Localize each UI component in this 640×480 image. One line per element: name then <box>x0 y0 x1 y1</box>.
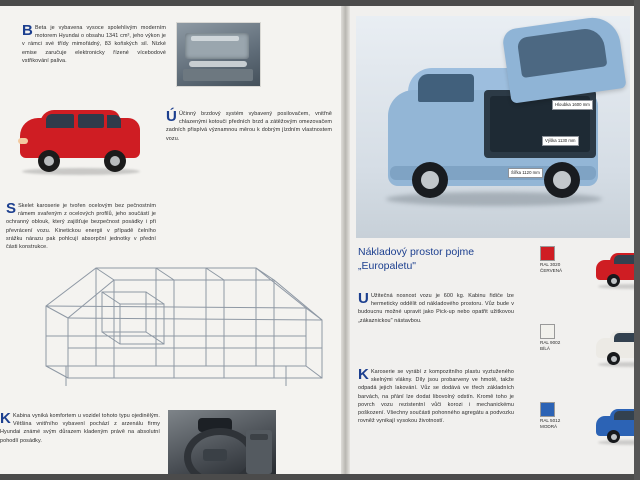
scan-edge-bottom <box>0 474 640 480</box>
dropcap-capacity: U <box>358 290 369 307</box>
color-label-white <box>540 340 560 353</box>
scan-edge-right <box>634 0 640 480</box>
color-code-blue: RAL 5012 <box>540 418 561 423</box>
paragraph-brakes-text: Účinný brzdový systém vybavený posilovačem, vnitřně chlazenými kotouči předních brzd a zátěžovým omezovačem zadních přispívá významnou měrou k dobrým jízdním vlastnostem vozu. <box>166 111 332 142</box>
paragraph-plastic <box>358 368 514 425</box>
interior-steering-wheel-photo <box>168 410 276 480</box>
engine-pipe-shape <box>189 61 247 67</box>
paragraph-engine <box>22 24 166 65</box>
blue-van-open-tailgate-photo <box>356 16 630 238</box>
section-heading-line1: Nákladový prostor pojme <box>358 246 475 258</box>
dimension-label-height: Výška 1130 mm <box>542 136 579 146</box>
chassis-wireframe-drawing <box>6 246 336 396</box>
car-blue-front-wheel <box>607 430 620 443</box>
red-van-window-middle <box>78 114 104 128</box>
paragraph-body-text: Skelet karoserie je tvořen ocelovým bez pečnostním rámem svařeným z ocelových profilů, jeho součástí je ochranný oblouk, který zajišťuje bezpečnost posádky i při převrácení vozu. Kinetickou energii v případě čelního srážku nárazu pak pohlcují absorpční jednotky v přední části konstrukce. <box>6 203 156 251</box>
engine-subframe-shape <box>183 69 253 81</box>
dropcap-brakes: Ú <box>166 108 177 125</box>
color-code-red: RAL 3020 <box>540 262 561 267</box>
dropcap-body: S <box>6 200 17 217</box>
car-render-white <box>590 324 640 370</box>
dimension-label-width: Šířka 1120 mm <box>508 168 543 178</box>
paragraph-body <box>6 202 156 251</box>
van-cabin-window <box>418 74 474 102</box>
tailgate-window <box>517 26 608 78</box>
paragraph-capacity <box>358 292 514 325</box>
dropcap-interior: K <box>0 410 11 427</box>
van-front-wheel <box>412 162 448 198</box>
red-van-window-rear <box>107 115 121 128</box>
car-white-front-wheel <box>607 352 620 365</box>
color-name-red: ČERVENÁ <box>540 268 563 274</box>
color-chip-red <box>540 246 555 261</box>
chassis-wireframe-svg <box>6 246 336 396</box>
color-option-red <box>540 246 640 298</box>
car-render-red <box>590 246 640 292</box>
color-option-white <box>540 324 640 376</box>
red-van-window-front <box>46 114 74 128</box>
paragraph-interior <box>0 412 160 445</box>
red-van-rear-wheel <box>104 150 126 172</box>
color-label-blue <box>540 418 560 431</box>
scan-edge-top <box>0 0 640 6</box>
dropcap-plastic: K <box>358 366 369 383</box>
brochure-spread <box>0 6 640 474</box>
red-van-photo <box>12 102 152 180</box>
color-chip-white <box>540 324 555 339</box>
color-option-blue <box>540 402 640 454</box>
color-code-white: RAL 9002 <box>540 340 561 345</box>
air-vent-shape <box>250 434 268 440</box>
dropcap-engine: B <box>22 22 33 39</box>
paragraph-capacity-text: Užitečná nosnost vozu je 600 kg. Kabinu řidiče lze hermeticky oddělit od nákladového prostoru. Vůz bude v budoucnu možné upravit jako Pick-up nebo opatřit užitkovou „zákaznickou" nástavbou. <box>358 293 514 324</box>
red-van-front-wheel <box>38 150 60 172</box>
color-name-blue: MODRÁ <box>540 424 558 430</box>
color-chip-blue <box>540 402 555 417</box>
color-name-white: BÍLÁ <box>540 346 550 352</box>
engine-bay-photo <box>176 22 261 87</box>
car-red-front-wheel <box>607 274 620 287</box>
paragraph-engine-text: Beta je vybavena vysoce spolehlivým moderním motorem Hyundai o obsahu 1341 cm³, jeho výkon je v rámci své třídy mimořádný, 83 koňských sil. Nízké emise zaručuje elektronicky řízené vícebodové vstřikování paliva. <box>22 25 166 64</box>
engine-highlight-shape <box>191 36 239 41</box>
paragraph-brakes <box>166 110 332 143</box>
paragraph-plastic-text: Karoserie se vyrábí z kompozitního plastu vyztuženého skelnými vlákny. Díly jsou probarveny ve hmotě, takže odpadá jejich lakování. Vůz se dodává ve třech základních barvách, na přání lze dodat libovolný odstín. Kromě toho je povrch vozu rezistentní vůči korozi i mechanickému poškození. Všechny součásti pohonného agregátu a podvozku rovněž vynikají vysokou životností. <box>358 369 514 425</box>
color-label-red <box>540 262 562 275</box>
car-render-blue <box>590 402 640 448</box>
red-van-headlight <box>18 138 28 144</box>
section-heading-line2: „Europaletu" <box>358 260 417 272</box>
page-gutter <box>341 6 350 474</box>
dimension-label-depth: Hloubka 1600 mm <box>552 100 593 110</box>
van-rear-wheel <box>544 162 580 198</box>
paragraph-interior-text: Kabina vyniká komfortem u vozidel tohoto typu ojedinělým. Většina vnitřního vybavení pochází z arzenálu firmy Hyundai známé svým důrazem kladeným právě na absolutní pohodlí posádky. <box>0 413 160 444</box>
